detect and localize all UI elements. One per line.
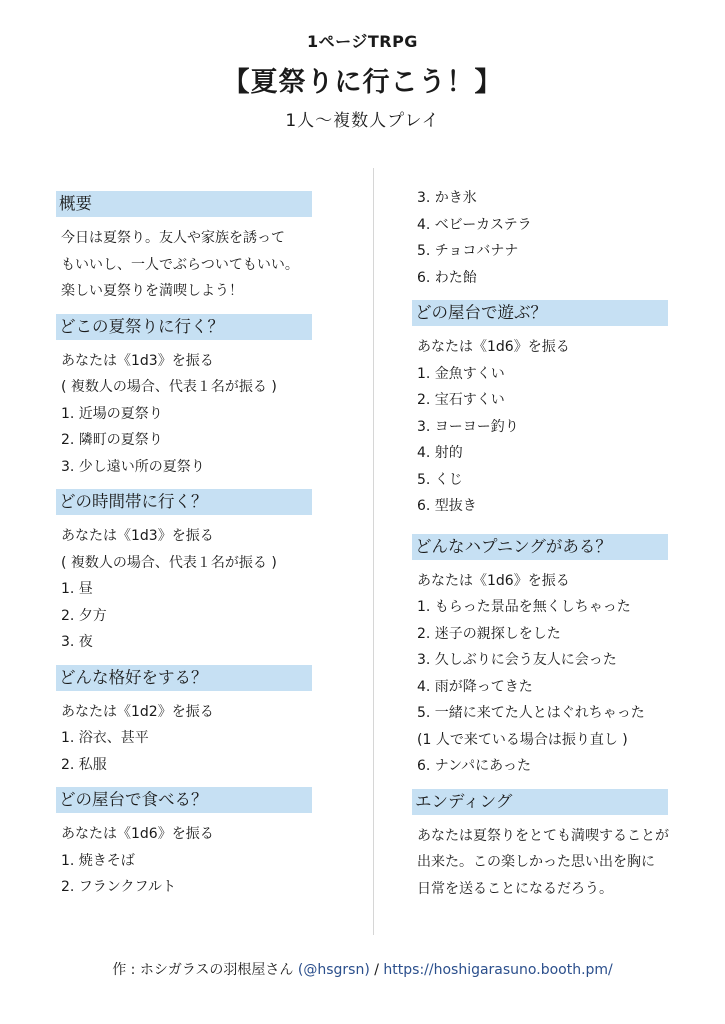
ending-line: あなたは夏祭りをとても満喫することが xyxy=(417,827,669,844)
list-item: 2. 宝石すくい xyxy=(417,392,505,408)
section-ending xyxy=(412,789,668,903)
footer-credit xyxy=(0,959,725,979)
footer-separator: / xyxy=(369,962,384,978)
list-item: 4. ベビーカステラ xyxy=(417,216,532,233)
dice-instruction: あなたは《1d3》を振る xyxy=(61,352,214,369)
list-item: 1. 近場の夏祭り xyxy=(61,405,163,422)
list-item: 2. 夕方 xyxy=(61,607,107,624)
list-item: 2. 迷子の親探しをした xyxy=(417,625,561,642)
dice-instruction: あなたは《1d3》を振る xyxy=(61,528,214,544)
right-column xyxy=(412,185,668,902)
dice-note: ( 複数人の場合、代表１名が振る ) xyxy=(61,379,277,395)
list-item: 6. ナンパにあった xyxy=(417,758,531,774)
author-credit: 作 : ホシガラスの羽根屋さん xyxy=(112,962,298,978)
list-item: 1. 焼きそば xyxy=(61,852,135,869)
overview-line: もいいし、一人でぶらついてもいい。 xyxy=(61,256,299,273)
section-heading: どの時間帯に行く？ xyxy=(56,489,312,515)
section-eat xyxy=(56,787,312,901)
booth-url-link[interactable]: https://hoshigarasuno.booth.pm/ xyxy=(383,962,613,978)
list-item: 3. ヨーヨー釣り xyxy=(417,418,519,435)
section-where xyxy=(56,314,312,481)
ending-line: 日常を送ることになるだろう。 xyxy=(417,880,613,897)
column-divider xyxy=(373,168,374,935)
list-item: 3. 久しぶりに会う友人に会った xyxy=(417,652,617,668)
overview-line: 今日は夏祭り。友人や家族を誘って xyxy=(61,230,285,246)
list-item: 6. 型抜き xyxy=(417,498,477,514)
page-title: 【夏祭りに行こう！】 xyxy=(222,67,503,98)
dice-instruction: あなたは《1d6》を振る xyxy=(417,572,570,589)
list-item: 4. 射的 xyxy=(417,445,463,461)
section-heading: どこの夏祭りに行く？ xyxy=(56,314,312,340)
list-item: 2. 隣町の夏祭り xyxy=(61,432,163,448)
overview-line: 楽しい夏祭りを満喫しよう！ xyxy=(61,283,243,299)
list-item: 4. 雨が降ってきた xyxy=(417,678,533,695)
section-play xyxy=(412,300,668,520)
section-heading: どんな格好をする？ xyxy=(56,665,312,691)
section-heading: 概要 xyxy=(56,191,312,217)
list-item: 2. 私服 xyxy=(61,756,107,773)
list-item: 1. 金魚すくい xyxy=(417,365,505,382)
section-heading: どの屋台で遊ぶ？ xyxy=(412,300,668,326)
left-column xyxy=(56,191,312,901)
section-outfit xyxy=(56,665,312,779)
section-happening xyxy=(412,534,668,780)
section-when xyxy=(56,489,312,656)
list-item: 2. フランクフルト xyxy=(61,879,176,895)
list-item: 3. 夜 xyxy=(61,634,93,650)
player-count: 1人〜複数人プレイ xyxy=(285,111,440,131)
section-heading: どの屋台で食べる？ xyxy=(56,787,312,813)
section-overview xyxy=(56,191,312,305)
ending-line: 出来た。この楽しかった思い出を胸に xyxy=(417,854,655,870)
section-eat-continued xyxy=(412,185,668,291)
list-item: 1. 浴衣、甚平 xyxy=(61,730,149,746)
list-item: 1. 昼 xyxy=(61,581,93,597)
list-item: 3. 少し遠い所の夏祭り xyxy=(61,458,205,475)
list-item: 5. くじ xyxy=(417,471,463,488)
section-heading: エンディング xyxy=(412,789,668,815)
dice-instruction: あなたは《1d2》を振る xyxy=(61,703,214,720)
list-item: 3. かき氷 xyxy=(417,190,477,206)
list-item: 5. チョコバナナ xyxy=(417,243,519,259)
list-item: 5. 一緒に来てた人とはぐれちゃった xyxy=(417,705,645,721)
dice-note: ( 複数人の場合、代表１名が振る ) xyxy=(61,554,277,571)
list-item: 1. もらった景品を無くしちゃった xyxy=(417,599,631,615)
section-heading: どんなハプニングがある？ xyxy=(412,534,668,560)
page-subtitle: 1ページTRPG xyxy=(307,32,418,51)
list-item-note: (1 人で来ている場合は振り直し ) xyxy=(417,731,628,748)
dice-instruction: あなたは《1d6》を振る xyxy=(61,826,214,842)
twitter-handle-link[interactable]: (@hsgrsn) xyxy=(297,962,370,978)
dice-instruction: あなたは《1d6》を振る xyxy=(417,339,570,355)
list-item: 6. わた飴 xyxy=(417,269,477,286)
